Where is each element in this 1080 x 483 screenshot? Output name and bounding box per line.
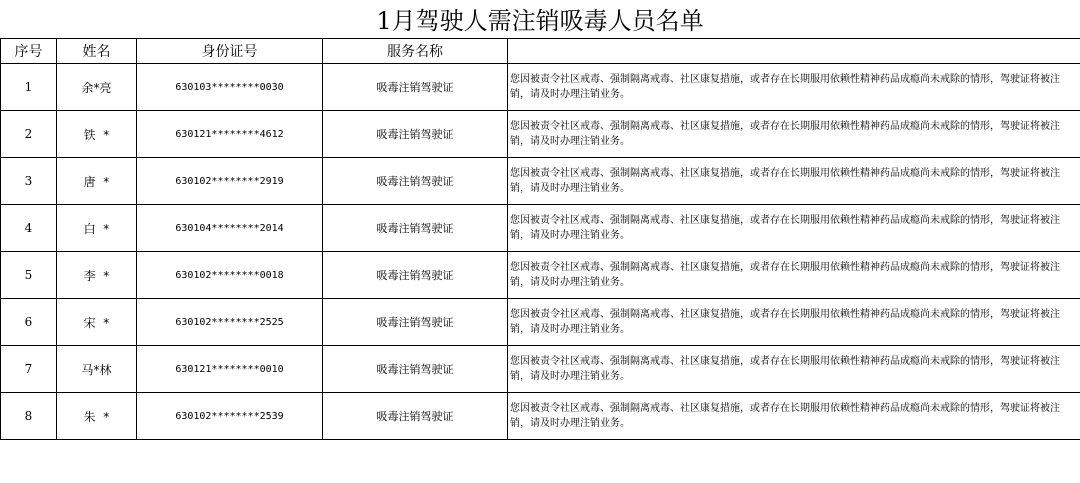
table-row bbox=[1, 205, 1080, 252]
row-note: 您因被责令社区戒毒、强制隔离戒毒、社区康复措施，或者存在长期服用依赖性精神药品成瘾尚未戒除的情形，驾驶证将被注销，请及时办理注销业务。 bbox=[508, 299, 1080, 346]
row-index: 8 bbox=[1, 393, 57, 440]
row-id-number: 630121********0010 bbox=[137, 346, 323, 393]
row-service: 吸毒注销驾驶证 bbox=[323, 64, 508, 111]
row-id-number: 630104********2014 bbox=[137, 205, 323, 252]
row-name: 唐 * bbox=[57, 158, 137, 205]
row-name: 余*亮 bbox=[57, 64, 137, 111]
row-service: 吸毒注销驾驶证 bbox=[323, 393, 508, 440]
table-row bbox=[1, 346, 1080, 393]
page-title: 1月驾驶人需注销吸毒人员名单 bbox=[376, 7, 704, 35]
row-name: 马*林 bbox=[57, 346, 137, 393]
row-service: 吸毒注销驾驶证 bbox=[323, 299, 508, 346]
row-id-number: 630102********2525 bbox=[137, 299, 323, 346]
row-index: 5 bbox=[1, 252, 57, 299]
table-row bbox=[1, 111, 1080, 158]
row-name: 白 * bbox=[57, 205, 137, 252]
table-row bbox=[1, 393, 1080, 440]
row-name: 李 * bbox=[57, 252, 137, 299]
row-index: 4 bbox=[1, 205, 57, 252]
row-name: 宋 * bbox=[57, 299, 137, 346]
row-service: 吸毒注销驾驶证 bbox=[323, 158, 508, 205]
row-note: 您因被责令社区戒毒、强制隔离戒毒、社区康复措施，或者存在长期服用依赖性精神药品成瘾尚未戒除的情形，驾驶证将被注销，请及时办理注销业务。 bbox=[508, 252, 1080, 299]
row-name: 铁 * bbox=[57, 111, 137, 158]
header-index: 序号 bbox=[1, 39, 57, 64]
header-name: 姓名 bbox=[57, 39, 137, 64]
row-service: 吸毒注销驾驶证 bbox=[323, 252, 508, 299]
row-index: 1 bbox=[1, 64, 57, 111]
header-service: 服务名称 bbox=[323, 39, 508, 64]
header-id-number: 身份证号 bbox=[137, 39, 323, 64]
table-row bbox=[1, 299, 1080, 346]
table-row bbox=[1, 158, 1080, 205]
row-note: 您因被责令社区戒毒、强制隔离戒毒、社区康复措施，或者存在长期服用依赖性精神药品成瘾尚未戒除的情形，驾驶证将被注销，请及时办理注销业务。 bbox=[508, 111, 1080, 158]
header-note bbox=[508, 39, 1080, 64]
row-service: 吸毒注销驾驶证 bbox=[323, 346, 508, 393]
row-id-number: 630102********2539 bbox=[137, 393, 323, 440]
row-service: 吸毒注销驾驶证 bbox=[323, 205, 508, 252]
row-id-number: 630102********2919 bbox=[137, 158, 323, 205]
table-row bbox=[1, 64, 1080, 111]
row-name: 朱 * bbox=[57, 393, 137, 440]
deregistration-table bbox=[0, 38, 1080, 440]
row-note: 您因被责令社区戒毒、强制隔离戒毒、社区康复措施，或者存在长期服用依赖性精神药品成瘾尚未戒除的情形，驾驶证将被注销，请及时办理注销业务。 bbox=[508, 393, 1080, 440]
row-index: 6 bbox=[1, 299, 57, 346]
row-note: 您因被责令社区戒毒、强制隔离戒毒、社区康复措施，或者存在长期服用依赖性精神药品成瘾尚未戒除的情形，驾驶证将被注销，请及时办理注销业务。 bbox=[508, 64, 1080, 111]
table-row bbox=[1, 252, 1080, 299]
row-index: 2 bbox=[1, 111, 57, 158]
row-service: 吸毒注销驾驶证 bbox=[323, 111, 508, 158]
row-note: 您因被责令社区戒毒、强制隔离戒毒、社区康复措施，或者存在长期服用依赖性精神药品成瘾尚未戒除的情形，驾驶证将被注销，请及时办理注销业务。 bbox=[508, 205, 1080, 252]
row-note: 您因被责令社区戒毒、强制隔离戒毒、社区康复措施，或者存在长期服用依赖性精神药品成瘾尚未戒除的情形，驾驶证将被注销，请及时办理注销业务。 bbox=[508, 346, 1080, 393]
row-id-number: 630102********0018 bbox=[137, 252, 323, 299]
row-id-number: 630103********0030 bbox=[137, 64, 323, 111]
row-index: 7 bbox=[1, 346, 57, 393]
row-id-number: 630121********4612 bbox=[137, 111, 323, 158]
row-note: 您因被责令社区戒毒、强制隔离戒毒、社区康复措施，或者存在长期服用依赖性精神药品成瘾尚未戒除的情形，驾驶证将被注销，请及时办理注销业务。 bbox=[508, 158, 1080, 205]
header-row bbox=[1, 39, 1080, 64]
row-index: 3 bbox=[1, 158, 57, 205]
